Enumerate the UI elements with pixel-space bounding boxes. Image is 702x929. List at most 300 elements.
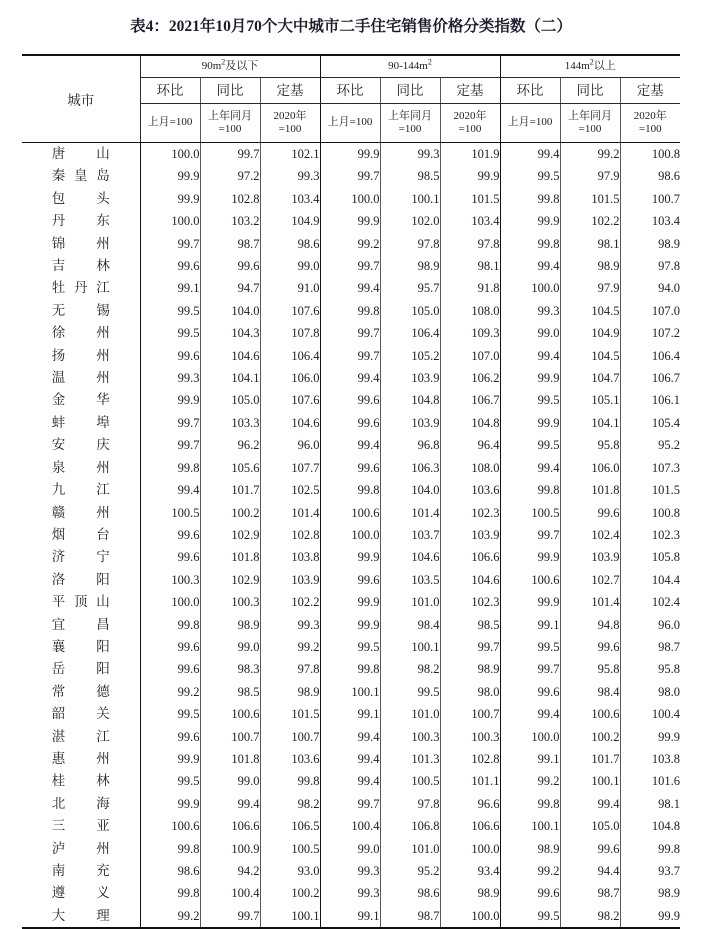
city-cell (22, 479, 140, 501)
value-cell: 100.1 (260, 905, 320, 928)
value-cell: 99.9 (140, 748, 200, 770)
value-cell: 100.0 (500, 726, 560, 748)
table-row (22, 748, 680, 770)
value-cell: 100.9 (200, 838, 260, 860)
group-header-0-sup: 2 (221, 57, 226, 67)
value-cell: 101.4 (560, 591, 620, 613)
value-cell: 100.1 (500, 815, 560, 837)
value-cell: 99.9 (320, 210, 380, 232)
base-header-g1-c2 (440, 104, 500, 143)
city-cell (22, 860, 140, 882)
table-row (22, 165, 680, 187)
city-name: 安庆 (51, 437, 110, 453)
value-cell: 103.4 (440, 210, 500, 232)
value-cell: 99.8 (500, 233, 560, 255)
value-cell: 100.0 (140, 210, 200, 232)
value-cell: 99.8 (320, 300, 380, 322)
value-cell: 100.0 (140, 143, 200, 166)
value-cell: 104.3 (200, 322, 260, 344)
table-body (22, 143, 680, 929)
city-name: 包头 (51, 190, 110, 206)
value-cell: 99.9 (440, 165, 500, 187)
base-header-g2-c1 (560, 104, 620, 143)
table-row (22, 524, 680, 546)
value-cell: 101.0 (380, 703, 440, 725)
value-cell: 101.9 (440, 143, 500, 166)
value-cell: 97.9 (560, 277, 620, 299)
value-cell: 99.6 (140, 524, 200, 546)
base-line: 上月=100 (327, 116, 373, 129)
value-cell: 100.4 (320, 815, 380, 837)
value-cell: 98.0 (440, 681, 500, 703)
city-cell (22, 636, 140, 658)
value-cell: 98.5 (440, 614, 500, 636)
value-cell: 104.5 (560, 345, 620, 367)
city-cell (22, 703, 140, 725)
city-cell (22, 389, 140, 411)
value-cell: 99.4 (320, 367, 380, 389)
value-cell: 100.1 (380, 188, 440, 210)
city-cell (22, 815, 140, 837)
value-cell: 99.1 (320, 905, 380, 928)
value-cell: 105.8 (620, 546, 680, 568)
sub-header-g1-c2: 定基 (440, 78, 500, 104)
value-cell: 99.4 (140, 479, 200, 501)
table-row (22, 658, 680, 680)
value-cell: 99.6 (140, 636, 200, 658)
value-cell: 99.6 (140, 255, 200, 277)
value-cell: 96.8 (380, 434, 440, 456)
value-cell: 101.4 (380, 502, 440, 524)
table-row (22, 860, 680, 882)
value-cell: 99.7 (500, 658, 560, 680)
value-cell: 102.5 (260, 479, 320, 501)
group-header-1 (320, 55, 500, 78)
value-cell: 91.0 (260, 277, 320, 299)
value-cell: 99.8 (140, 614, 200, 636)
value-cell: 99.0 (260, 255, 320, 277)
value-cell: 99.6 (560, 838, 620, 860)
value-cell: 99.7 (320, 165, 380, 187)
value-cell: 98.6 (140, 860, 200, 882)
value-cell: 99.6 (560, 636, 620, 658)
value-cell: 99.4 (320, 748, 380, 770)
value-cell: 102.9 (200, 524, 260, 546)
value-cell: 106.8 (380, 815, 440, 837)
city-cell (22, 546, 140, 568)
city-name: 洛阳 (51, 571, 110, 587)
city-cell (22, 502, 140, 524)
price-index-table (22, 54, 680, 929)
base-line: =100 (218, 123, 242, 135)
group-header-1-sup: 2 (427, 57, 432, 67)
city-name: 岳阳 (51, 661, 110, 677)
sub-header-g2-c0: 环比 (500, 78, 560, 104)
value-cell: 98.1 (560, 233, 620, 255)
table-row (22, 636, 680, 658)
value-cell: 104.8 (620, 815, 680, 837)
value-cell: 100.3 (140, 569, 200, 591)
value-cell: 99.8 (500, 793, 560, 815)
value-cell: 102.7 (560, 569, 620, 591)
city-name: 宜昌 (51, 616, 110, 632)
value-cell: 97.9 (560, 165, 620, 187)
base-line: =100 (278, 123, 302, 135)
value-cell: 102.8 (260, 524, 320, 546)
value-cell: 100.2 (260, 882, 320, 904)
group-header-1-pre: 90-144m (388, 60, 428, 72)
value-cell: 100.1 (380, 636, 440, 658)
value-cell: 99.3 (260, 614, 320, 636)
value-cell: 99.9 (500, 591, 560, 613)
value-cell: 95.8 (620, 658, 680, 680)
value-cell: 100.5 (140, 502, 200, 524)
value-cell: 100.4 (200, 882, 260, 904)
value-cell: 107.0 (440, 345, 500, 367)
value-cell: 99.6 (500, 681, 560, 703)
value-cell: 101.7 (200, 479, 260, 501)
table-row (22, 793, 680, 815)
table-row (22, 143, 680, 166)
value-cell: 99.0 (320, 838, 380, 860)
city-name: 锦州 (51, 235, 110, 251)
value-cell: 100.3 (380, 726, 440, 748)
value-cell: 99.9 (320, 546, 380, 568)
city-name: 泉州 (51, 459, 110, 475)
value-cell: 99.5 (380, 681, 440, 703)
value-cell: 99.5 (500, 165, 560, 187)
value-cell: 99.7 (320, 345, 380, 367)
city-name: 惠州 (51, 750, 110, 766)
city-name: 南充 (51, 863, 110, 878)
city-cell (22, 165, 140, 187)
value-cell: 106.7 (440, 389, 500, 411)
value-cell: 100.2 (560, 726, 620, 748)
value-cell: 99.9 (500, 546, 560, 568)
city-name: 泸州 (51, 840, 110, 856)
value-cell: 100.0 (320, 188, 380, 210)
value-cell: 100.7 (440, 703, 500, 725)
value-cell: 100.0 (320, 524, 380, 546)
value-cell: 98.9 (440, 882, 500, 904)
value-cell: 96.4 (440, 434, 500, 456)
value-cell: 98.7 (560, 882, 620, 904)
value-cell: 98.5 (200, 681, 260, 703)
value-cell: 94.7 (200, 277, 260, 299)
value-cell: 106.4 (620, 345, 680, 367)
sub-header-g0-c1: 同比 (200, 78, 260, 104)
group-header-0-post: 及以下 (225, 60, 259, 72)
city-name: 蚌埠 (51, 414, 110, 430)
value-cell: 100.7 (260, 726, 320, 748)
value-cell: 102.8 (440, 748, 500, 770)
base-line: 上年同月 (568, 109, 613, 122)
value-cell: 99.8 (320, 479, 380, 501)
value-cell: 100.0 (140, 591, 200, 613)
value-cell: 100.0 (500, 277, 560, 299)
value-cell: 100.7 (620, 188, 680, 210)
value-cell: 99.8 (260, 770, 320, 792)
value-cell: 99.2 (560, 143, 620, 166)
value-cell: 103.6 (260, 748, 320, 770)
city-cell (22, 838, 140, 860)
value-cell: 98.1 (620, 793, 680, 815)
value-cell: 104.6 (440, 569, 500, 591)
value-cell: 99.4 (500, 255, 560, 277)
value-cell: 99.1 (140, 277, 200, 299)
value-cell: 101.5 (620, 479, 680, 501)
value-cell: 99.0 (200, 636, 260, 658)
table-row (22, 277, 680, 299)
value-cell: 100.3 (440, 726, 500, 748)
city-name: 九江 (51, 482, 110, 498)
table-row (22, 457, 680, 479)
value-cell: 99.5 (500, 434, 560, 456)
city-name: 无锡 (51, 302, 110, 318)
table-row (22, 188, 680, 210)
city-name: 襄阳 (51, 638, 110, 654)
value-cell: 98.9 (440, 658, 500, 680)
value-cell: 104.0 (200, 300, 260, 322)
city-cell (22, 569, 140, 591)
value-cell: 103.9 (380, 412, 440, 434)
value-cell: 99.4 (320, 770, 380, 792)
value-cell: 104.1 (200, 367, 260, 389)
value-cell: 99.7 (140, 434, 200, 456)
value-cell: 103.6 (440, 479, 500, 501)
value-cell: 99.2 (140, 681, 200, 703)
base-line: =100 (578, 123, 602, 135)
table-row (22, 502, 680, 524)
header-group-row (22, 55, 680, 78)
value-cell: 101.3 (380, 748, 440, 770)
value-cell: 99.7 (200, 143, 260, 166)
value-cell: 99.5 (140, 770, 200, 792)
value-cell: 104.6 (260, 412, 320, 434)
value-cell: 99.6 (140, 546, 200, 568)
value-cell: 93.0 (260, 860, 320, 882)
value-cell: 102.1 (260, 143, 320, 166)
value-cell: 98.9 (620, 233, 680, 255)
value-cell: 100.6 (200, 703, 260, 725)
base-header-g1-c1 (380, 104, 440, 143)
value-cell: 98.2 (380, 658, 440, 680)
sub-header-g2-c2: 定基 (620, 78, 680, 104)
city-cell (22, 748, 140, 770)
value-cell: 102.4 (620, 591, 680, 613)
value-cell: 99.2 (500, 770, 560, 792)
value-cell: 108.0 (440, 300, 500, 322)
value-cell: 99.9 (140, 389, 200, 411)
value-cell: 99.8 (140, 457, 200, 479)
value-cell: 99.4 (320, 726, 380, 748)
value-cell: 98.2 (260, 793, 320, 815)
value-cell: 94.8 (560, 614, 620, 636)
value-cell: 102.2 (260, 591, 320, 613)
table-row (22, 815, 680, 837)
table-row (22, 412, 680, 434)
table-row (22, 434, 680, 456)
value-cell: 98.7 (200, 233, 260, 255)
value-cell: 99.1 (500, 614, 560, 636)
value-cell: 98.3 (200, 658, 260, 680)
value-cell: 105.0 (200, 389, 260, 411)
value-cell: 100.8 (620, 143, 680, 166)
value-cell: 99.9 (320, 614, 380, 636)
city-cell (22, 457, 140, 479)
city-cell (22, 322, 140, 344)
value-cell: 98.9 (560, 255, 620, 277)
table-row (22, 233, 680, 255)
value-cell: 99.7 (200, 905, 260, 928)
value-cell: 103.3 (200, 412, 260, 434)
value-cell: 108.0 (440, 457, 500, 479)
value-cell: 98.4 (560, 681, 620, 703)
value-cell: 101.6 (620, 770, 680, 792)
city-cell (22, 681, 140, 703)
value-cell: 100.3 (200, 591, 260, 613)
value-cell: 101.5 (260, 703, 320, 725)
value-cell: 99.9 (140, 793, 200, 815)
value-cell: 94.2 (200, 860, 260, 882)
value-cell: 98.5 (380, 165, 440, 187)
city-name: 常德 (51, 683, 110, 699)
city-name: 徐州 (51, 325, 110, 341)
value-cell: 99.3 (140, 367, 200, 389)
value-cell: 99.7 (140, 412, 200, 434)
value-cell: 103.4 (620, 210, 680, 232)
value-cell: 99.9 (620, 726, 680, 748)
value-cell: 100.6 (500, 569, 560, 591)
table-row (22, 389, 680, 411)
table-row (22, 322, 680, 344)
value-cell: 100.5 (500, 502, 560, 524)
value-cell: 99.8 (140, 882, 200, 904)
value-cell: 102.3 (440, 502, 500, 524)
base-header-g0-c1 (200, 104, 260, 143)
value-cell: 99.4 (500, 345, 560, 367)
value-cell: 104.9 (260, 210, 320, 232)
value-cell: 96.2 (200, 434, 260, 456)
base-line: 上年同月 (208, 109, 252, 122)
value-cell: 104.4 (620, 569, 680, 591)
value-cell: 105.2 (380, 345, 440, 367)
value-cell: 99.8 (620, 838, 680, 860)
city-cell (22, 524, 140, 546)
value-cell: 103.2 (200, 210, 260, 232)
value-cell: 99.5 (500, 636, 560, 658)
table-row (22, 345, 680, 367)
value-cell: 106.6 (440, 815, 500, 837)
value-cell: 103.9 (560, 546, 620, 568)
sub-header-g1-c0: 环比 (320, 78, 380, 104)
group-header-2-pre: 144m (564, 60, 590, 72)
value-cell: 102.2 (560, 210, 620, 232)
value-cell: 99.3 (320, 860, 380, 882)
value-cell: 106.7 (620, 367, 680, 389)
value-cell: 98.6 (620, 165, 680, 187)
city-cell (22, 614, 140, 636)
city-name: 湛江 (51, 728, 110, 744)
table-head (22, 55, 680, 143)
base-line: 2020年 (273, 109, 307, 122)
value-cell: 99.1 (320, 703, 380, 725)
value-cell: 102.4 (560, 524, 620, 546)
value-cell: 101.4 (260, 502, 320, 524)
value-cell: 103.9 (440, 524, 500, 546)
value-cell: 99.0 (500, 322, 560, 344)
value-cell: 99.5 (140, 322, 200, 344)
value-cell: 99.7 (320, 322, 380, 344)
value-cell: 93.7 (620, 860, 680, 882)
table-row (22, 591, 680, 613)
city-cell (22, 277, 140, 299)
value-cell: 103.8 (260, 546, 320, 568)
value-cell: 103.7 (380, 524, 440, 546)
base-header-g0-c0 (140, 104, 200, 143)
value-cell: 101.8 (200, 546, 260, 568)
base-header-g2-c2 (620, 104, 680, 143)
table-row (22, 681, 680, 703)
city-cell (22, 882, 140, 904)
value-cell: 107.2 (620, 322, 680, 344)
value-cell: 99.7 (140, 233, 200, 255)
city-cell (22, 434, 140, 456)
city-name: 温州 (51, 370, 110, 386)
value-cell: 96.0 (620, 614, 680, 636)
value-cell: 98.4 (380, 614, 440, 636)
value-cell: 99.7 (320, 255, 380, 277)
city-name: 韶关 (51, 706, 110, 722)
value-cell: 99.0 (200, 770, 260, 792)
value-cell: 104.0 (380, 479, 440, 501)
value-cell: 98.1 (440, 255, 500, 277)
table-row (22, 569, 680, 591)
value-cell: 101.0 (380, 591, 440, 613)
value-cell: 101.0 (380, 838, 440, 860)
value-cell: 100.0 (440, 838, 500, 860)
value-cell: 98.9 (620, 882, 680, 904)
value-cell: 91.8 (440, 277, 500, 299)
value-cell: 100.2 (200, 502, 260, 524)
value-cell: 98.6 (260, 233, 320, 255)
sub-header-g1-c1: 同比 (380, 78, 440, 104)
city-name: 金华 (51, 392, 110, 408)
value-cell: 106.2 (440, 367, 500, 389)
base-line: 2020年 (453, 109, 487, 122)
value-cell: 99.4 (500, 143, 560, 166)
value-cell: 103.9 (260, 569, 320, 591)
city-name: 平顶山 (51, 594, 110, 610)
value-cell: 99.6 (140, 345, 200, 367)
city-name: 大理 (51, 907, 110, 923)
base-header-g1-c0 (320, 104, 380, 143)
value-cell: 99.9 (500, 367, 560, 389)
value-cell: 106.6 (440, 546, 500, 568)
value-cell: 107.6 (260, 300, 320, 322)
value-cell: 105.0 (560, 815, 620, 837)
value-cell: 99.5 (140, 300, 200, 322)
value-cell: 104.7 (560, 367, 620, 389)
value-cell: 97.8 (440, 233, 500, 255)
group-header-2 (500, 55, 680, 78)
value-cell: 95.7 (380, 277, 440, 299)
value-cell: 99.6 (320, 389, 380, 411)
value-cell: 99.3 (320, 882, 380, 904)
value-cell: 99.7 (500, 524, 560, 546)
table-row (22, 614, 680, 636)
value-cell: 99.9 (320, 143, 380, 166)
